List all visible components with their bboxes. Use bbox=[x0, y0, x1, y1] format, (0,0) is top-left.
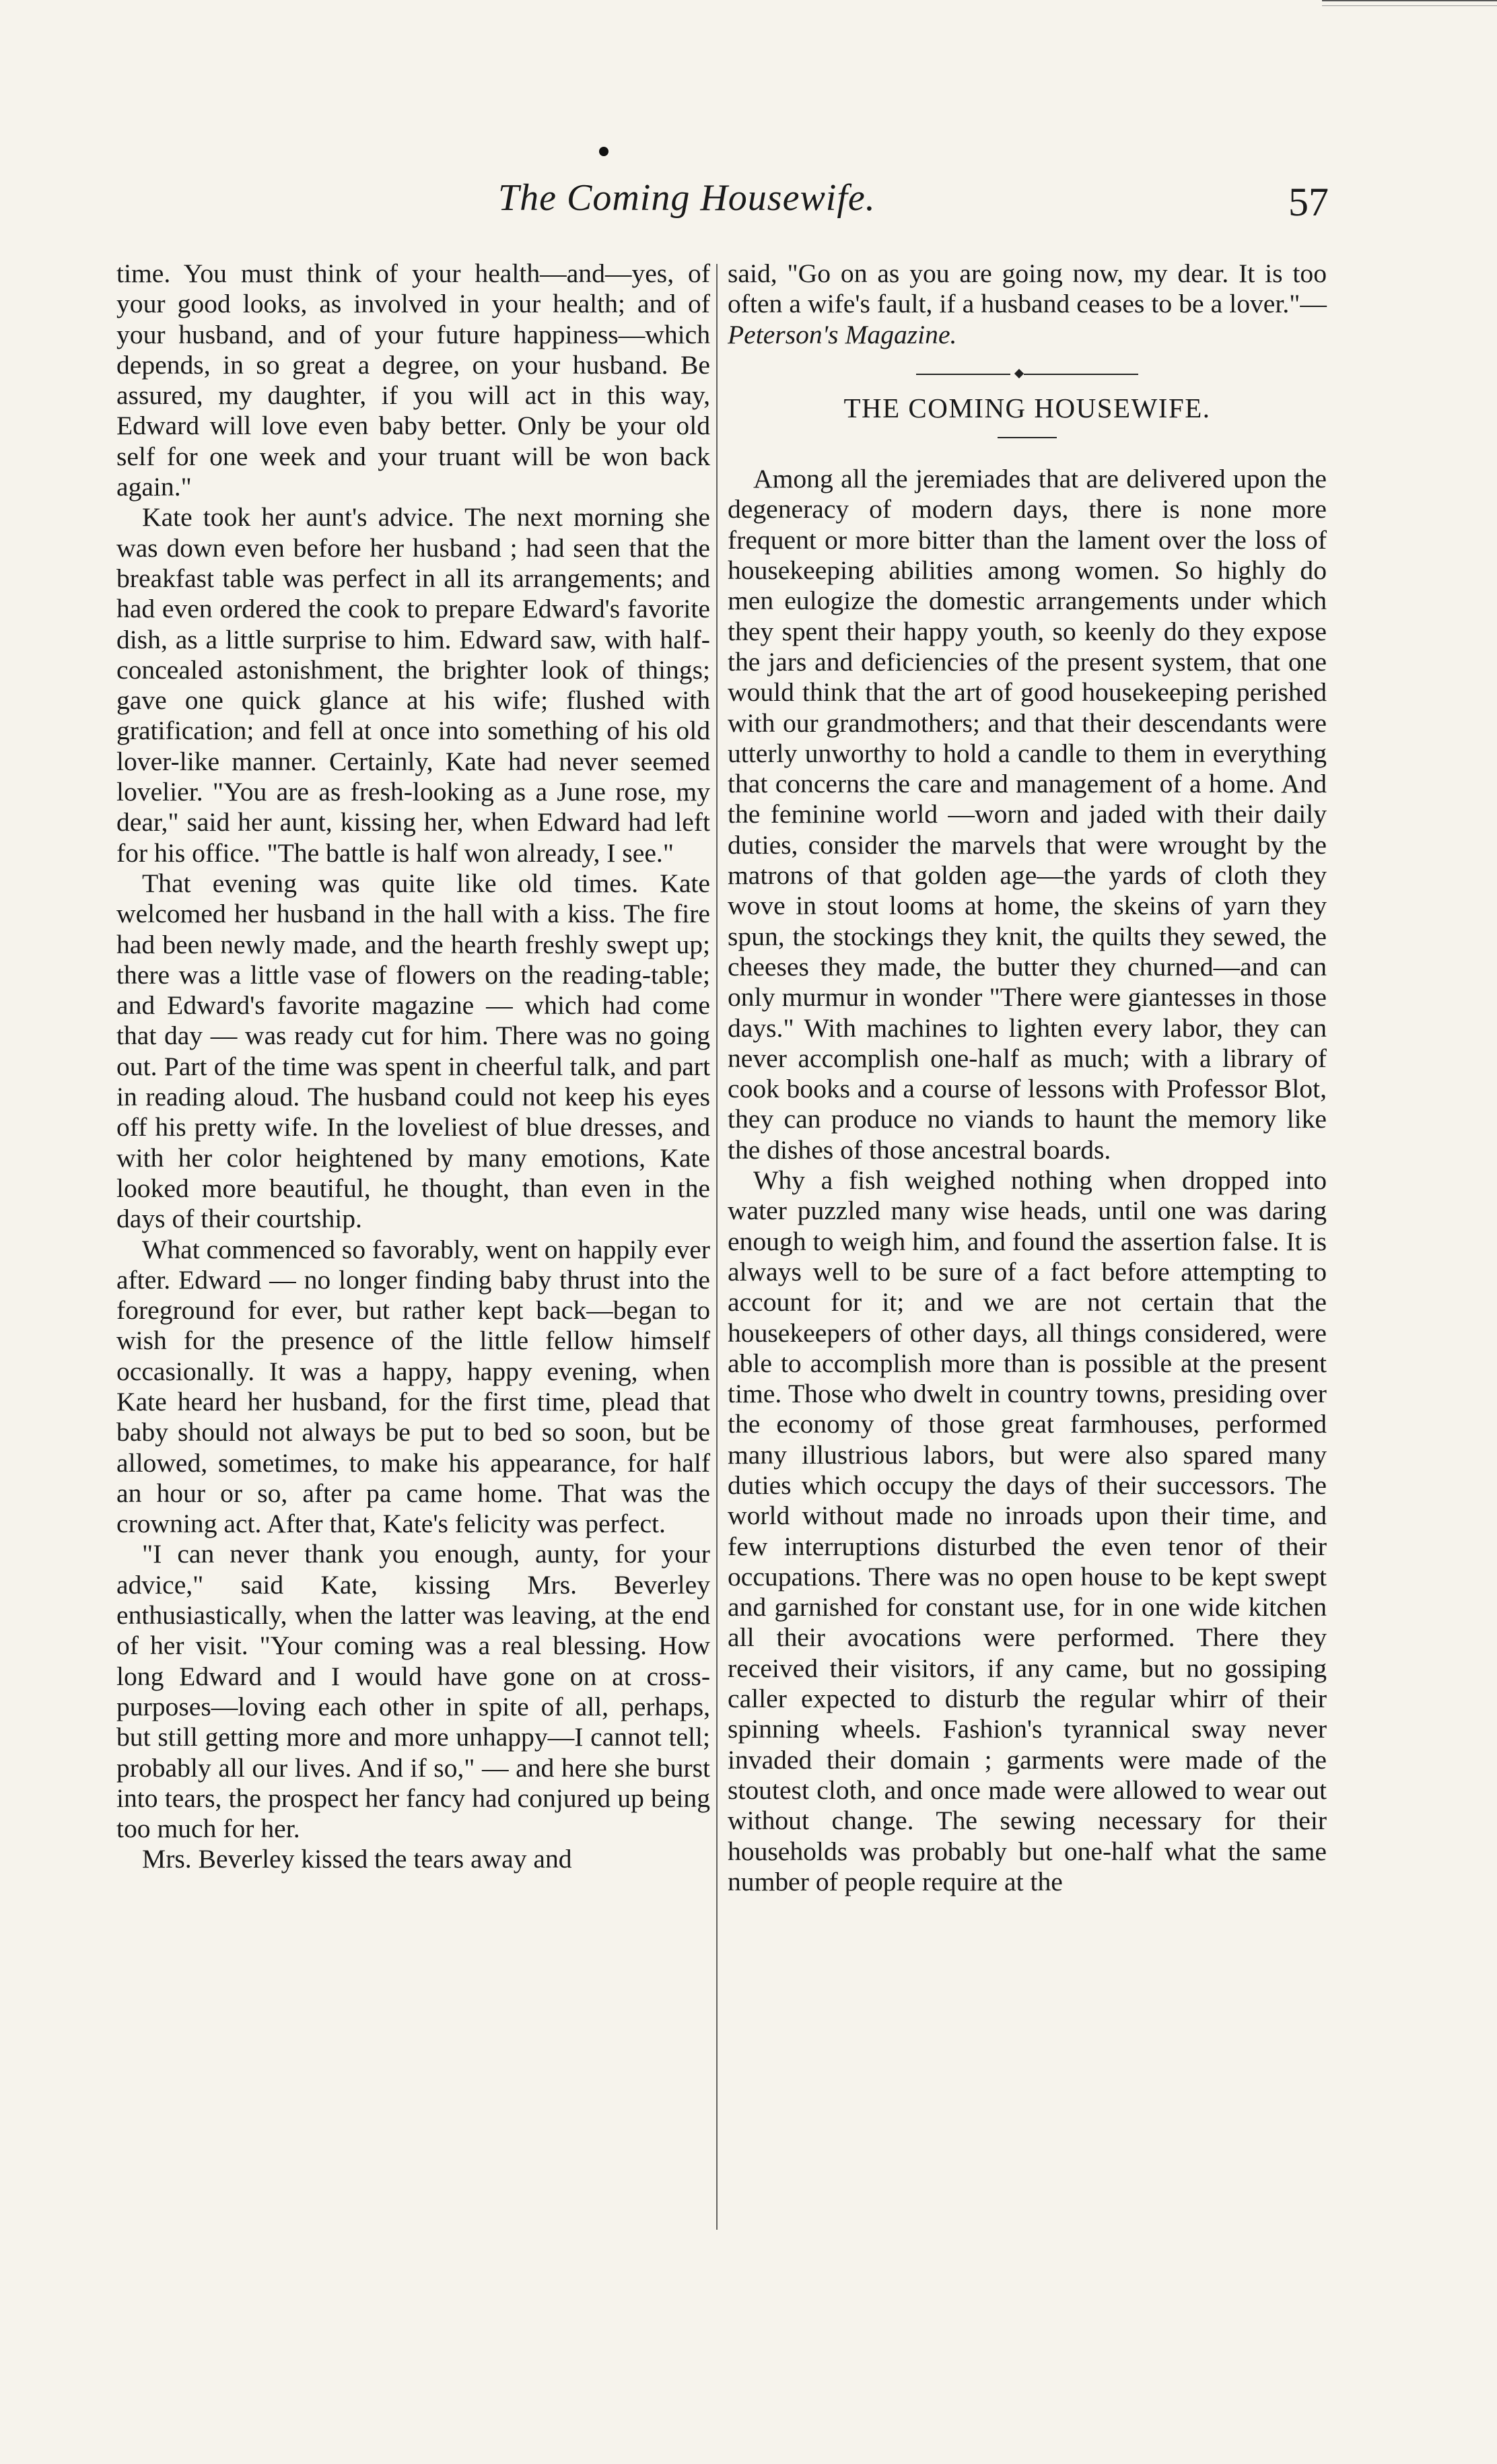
page-number: 57 bbox=[1288, 180, 1329, 224]
column-divider bbox=[716, 264, 718, 2230]
paragraph: Why a fish weighed nothing when dropped into water puzzled many wise heads, until one was daring enough to weigh him, and found the assertion false. It is always well to be sure of a fact before attempting to account for it; and we are not certain that the housekeepers of other days, all things considered, were able to accomplish more than is possible at the present time. Those who dwelt in country towns, presiding over the economy of those great farmhouses, performed many illustrious labors, but were also spared many duties which occupy the days of their successors. The world without made no inroads upon their time, and few interruptions disturbed the even tenor of their occupations. There was no open house to be kept swept and garnished for constant use, for in one wide kitchen all their avocations were performed. There they received their visitors, if any came, but no gossiping caller expected to disturb the regular whirr of their spinning wheels. Fashion's tyrannical sway never invaded their domain ; garments were made of the stoutest cloth, and once made were allowed to wear out without change. The sewing necessary for their households was probably but one-half what the same number of people require at the bbox=[728, 1165, 1327, 1896]
top-edge-rule bbox=[1322, 0, 1497, 6]
section-separator bbox=[916, 373, 1138, 376]
paragraph: "I can never thank you enough, aunty, for your advice," said Kate, kissing Mrs. Beverley enthusiastically, when the latter was leaving, at the end of her visit. "Your coming was a real blessing. How long Edward and I would have gone on at cross-purposes—loving each other in spite of all, perhaps, but still getting more and more unhappy—I cannot tell; probably all our lives. And if so," — and here she burst into tears, the prospect her fancy had conjured up being too much for her. bbox=[116, 1539, 710, 1844]
separator-line bbox=[916, 374, 1010, 375]
paragraph: What commenced so favorably, went on happily ever after. Edward — no longer finding baby thrust into the foreground for ever, but rather kept back—began to wish for the presence of the little fellow himself occasionally. It was a happy, happy evening, when Kate heard her husband, for the first time, plead that baby should not always be put to bed so soon, but be allowed, sometimes, to make his appearance, for half an hour or so, after pa came home. That was the crowning act. After that, Kate's felicity was perfect. bbox=[116, 1234, 710, 1539]
paragraph: time. You must think of your health—and—yes, of your good looks, as involved in your health; and of your husband, and of your future happiness—which depends, in so great a degree, on your husband. Be assured, my daughter, if you will act in this way, Edward will love even baby better. Only be your old self for one week and your truant will be won back again." bbox=[116, 259, 710, 502]
separator-line bbox=[1024, 374, 1138, 375]
paragraph: Among all the jeremiades that are delivered upon the degeneracy of modern days, there is none more frequent or more bitter than the lament over the loss of housekeeping abilities among women. So highly do men eulogize the domestic arrangements under which they spent their happy youth, so keenly do they expose the jars and deficiencies of the present system, that one would think that the art of good housekeeping perished with our grandmothers; and that their descendants were utterly unworthy to hold a candle to them in everything that concerns the care and management of a home. And the feminine world —worn and jaded with their daily duties, consider the marvels that were wrought by the matrons of that golden age—the yards of cloth they wove in stout looms at home, the skeins of yarn they spun, the stockings they knit, the quilts they sewed, the cheeses they made, the butter they churned—and can only murmur in wonder "There were giantesses in those days." With machines to lighten every labor, they can never accomplish one-half as much; with a library of cook books and a course of lessons with Professor Blot, they can produce no viands to haunt the memory like the dishes of those ancestral boards. bbox=[728, 464, 1327, 1165]
paragraph: That evening was quite like old times. Kate welcomed her husband in the hall with a kiss. The fire had been newly made, and the hearth freshly swept up; there was a little vase of flowers on the reading-table; and Edward's favorite magazine — which had come that day — was ready cut for him. There was no going out. Part of the time was spent in cheerful talk, and part in reading aloud. The husband could not keep his eyes off his pretty wife. In the loveliest of blue dresses, and with her color heightened by many emotions, Kate looked more beautiful, he thought, than even in the days of their courtship. bbox=[116, 868, 710, 1234]
right-column bbox=[728, 259, 1327, 1897]
ornament-bullet bbox=[599, 147, 608, 156]
continuation-text: said, "Go on as you are going now, my dear. It is too often a wife's fault, if a husband ceases to be a lover."— bbox=[728, 259, 1327, 319]
article-title: THE COMING HOUSEWIFE. bbox=[843, 392, 1211, 423]
source-attribution: Peterson's Magazine. bbox=[728, 319, 957, 349]
title-underline bbox=[998, 437, 1057, 438]
running-header bbox=[0, 176, 1497, 237]
paragraph: Mrs. Beverley kissed the tears away and bbox=[142, 1844, 572, 1874]
continuation-paragraph bbox=[728, 259, 1327, 350]
running-title: The Coming Housewife. bbox=[498, 177, 876, 219]
paragraph: Kate took her aunt's advice. The next morning she was down even before her husband ; had seen that the breakfast table was perfect in all its arrangements; and had even ordered the cook to prepare Edward's favorite dish, as a little surprise to him. Edward saw, with half-concealed astonishment, the brighter look of things; gave one quick glance at his wife; flushed with gratification; and fell at once into something of his old lover-like manner. Certainly, Kate had never seemed lovelier. "You are as fresh-looking as a June rose, my dear," said her aunt, kissing her, when Edward had left for his office. "The battle is half won already, I see." bbox=[116, 502, 710, 868]
separator-dot bbox=[1014, 369, 1024, 378]
left-column bbox=[116, 259, 710, 1875]
